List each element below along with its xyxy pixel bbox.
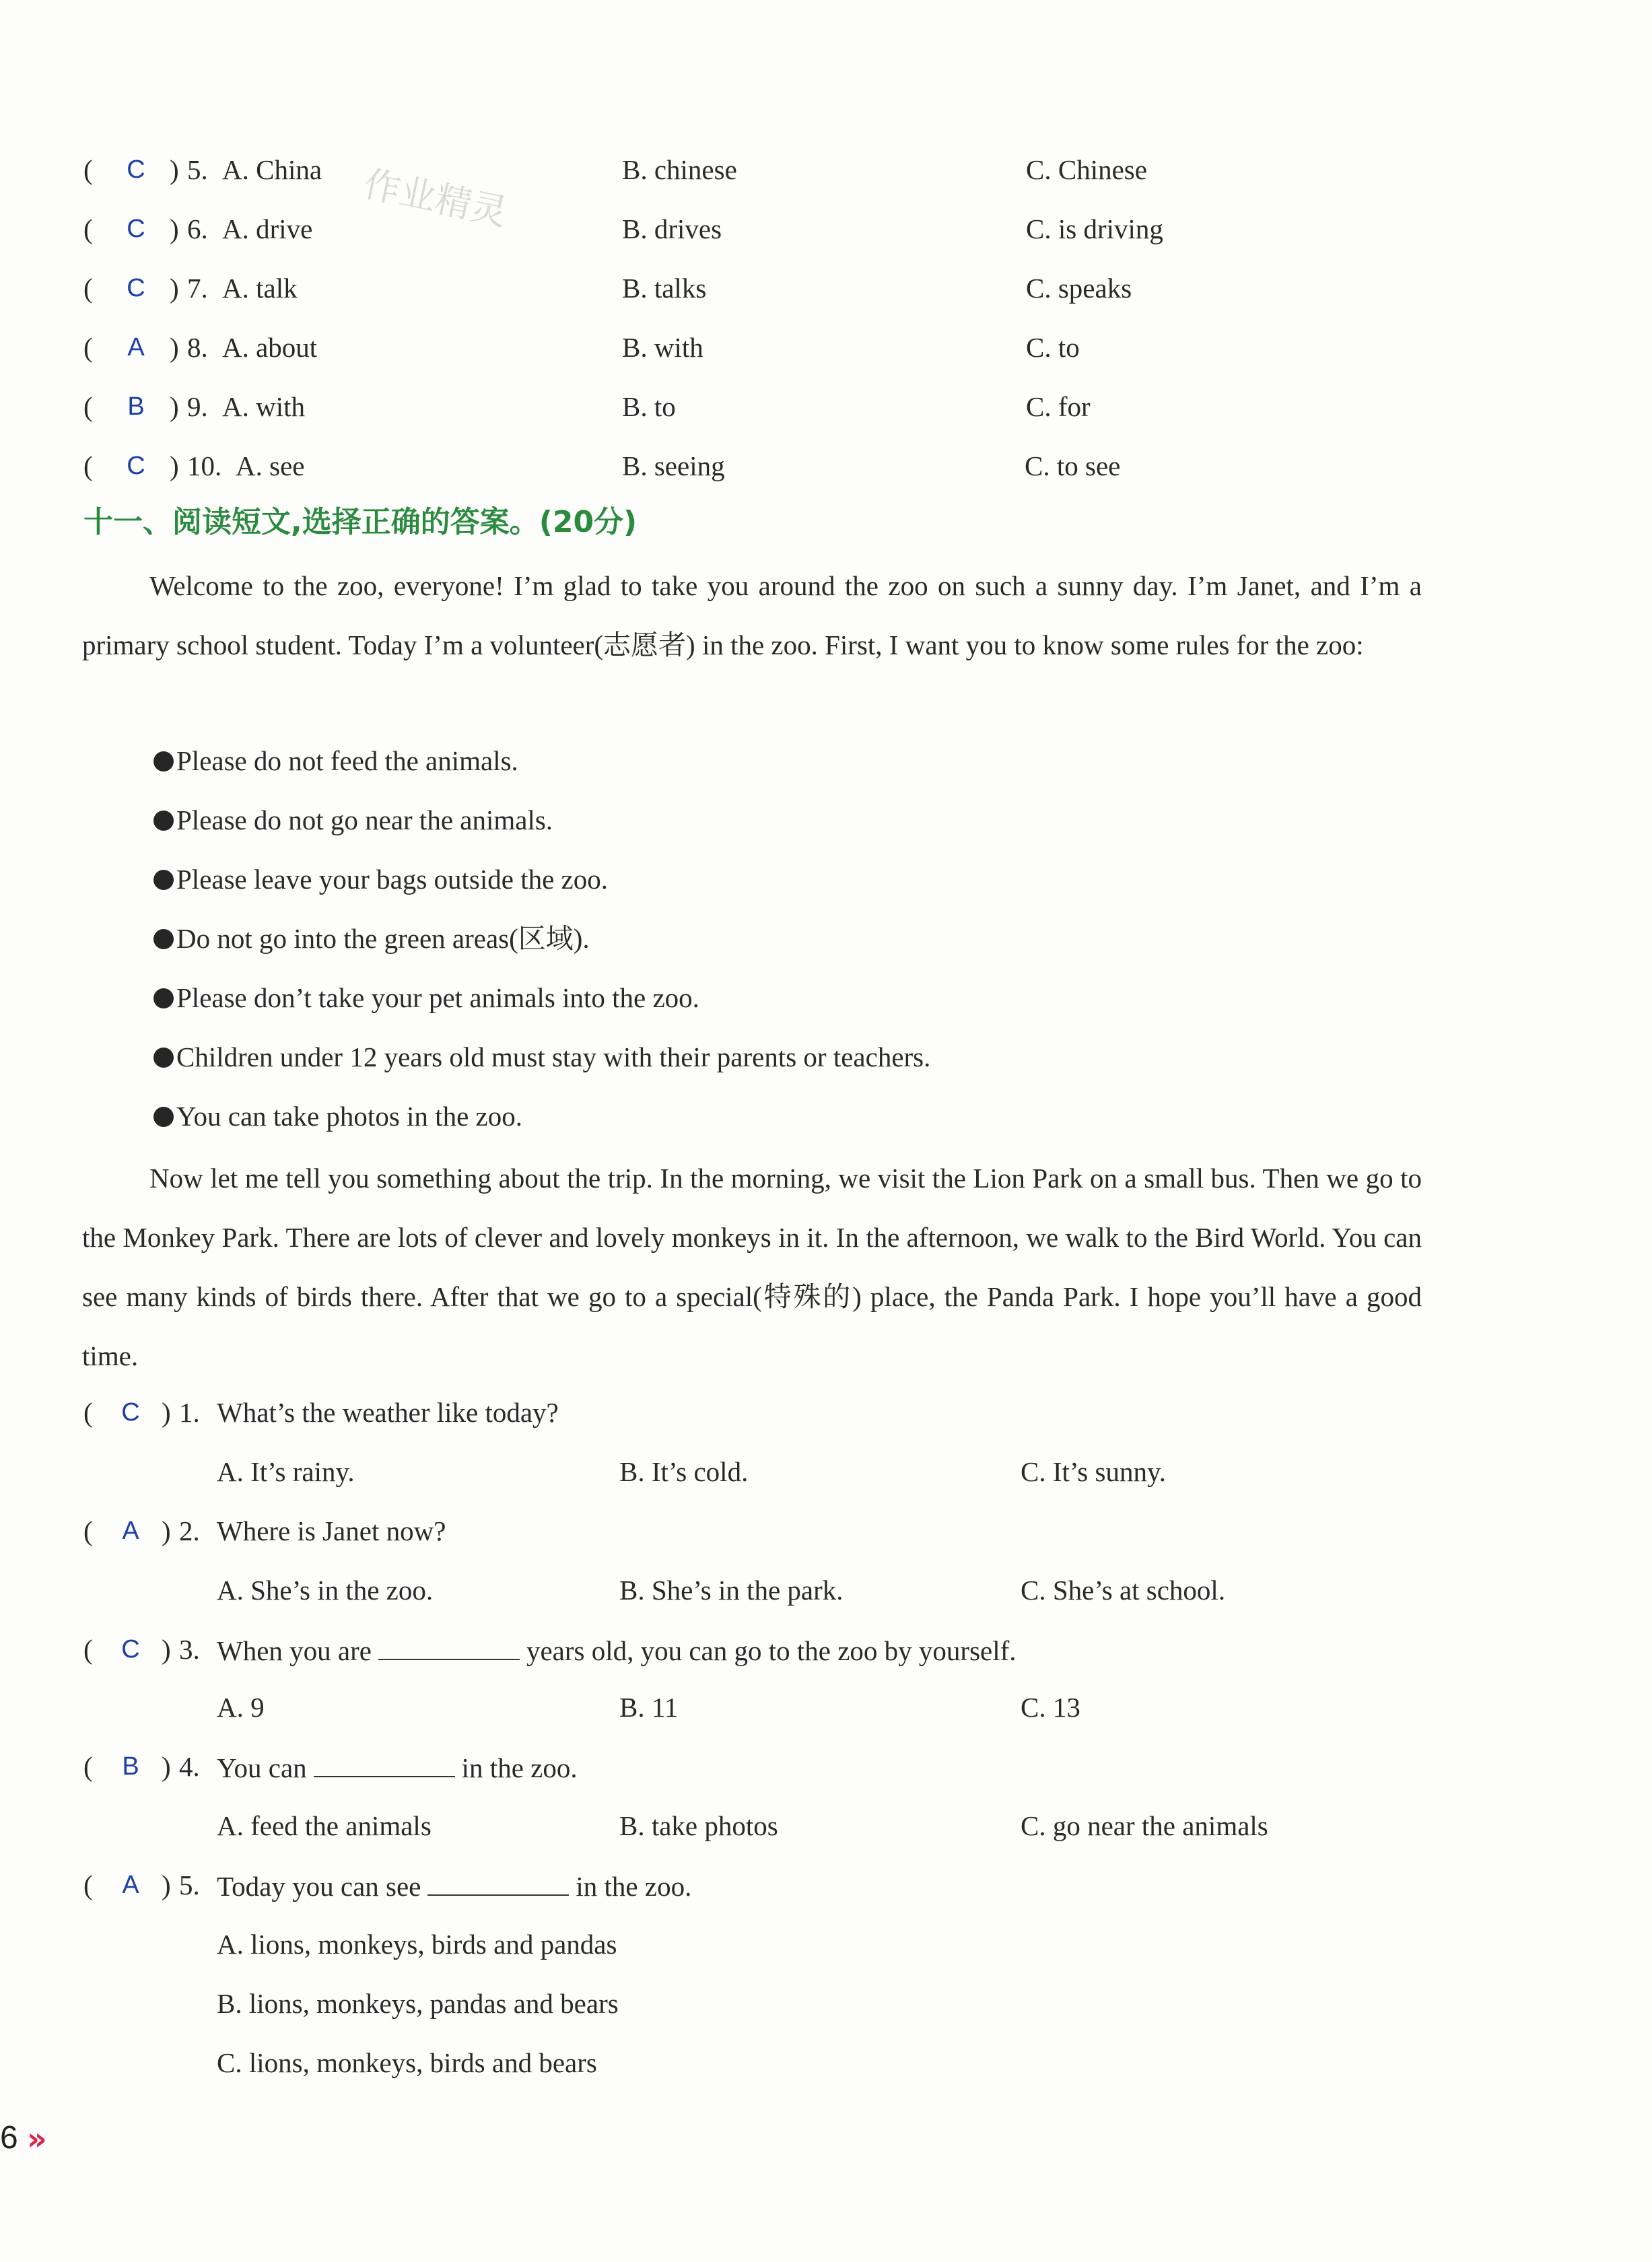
rule-line [153,741,518,781]
paren-open: ( [83,1515,93,1546]
answer-mark: C [127,274,145,302]
question-number: 3. [179,1634,200,1665]
option-c: C. speaks [1026,273,1132,304]
option-c: C. Chinese [1026,154,1147,185]
option-b: B. It’s cold. [619,1456,749,1487]
question-3 [0,1629,1652,1670]
answer-mark: C [127,156,145,184]
paren-open: ( [83,1751,93,1782]
cloze-row-5 [0,149,1652,190]
double-chevron-right-icon: » [27,2121,47,2157]
option-c: C. go near the animals [1021,1810,1268,1841]
rule-text: Please do not feed the animals. [176,745,518,776]
paren-open: ( [83,1634,93,1665]
paren-close: ) [162,1515,171,1546]
option-b: B. She’s in the park. [619,1575,844,1606]
cloze-row-6 [0,209,1652,249]
option-c: C. for [1026,391,1091,422]
question-5-option-c [0,2043,1652,2083]
option-a: A. 9 [217,1692,265,1723]
question-stem: What’s the weather like today? [217,1397,559,1428]
section-title-text: 十一、阅读短文,选择正确的答案。(20分) [83,505,638,539]
rule-line [153,800,553,840]
rule-line [153,1096,522,1136]
cloze-row-10 [0,446,1652,486]
stem-after-blank: in the zoo. [576,1871,692,1902]
paren-close: ) [162,1751,171,1782]
paren-open: ( [83,332,93,363]
paren-close: ) [170,154,179,185]
bullet-icon [153,1048,174,1068]
question-number: 8. [187,332,208,363]
stem-before-blank: You can [217,1752,307,1783]
question-4 [0,1746,1652,1787]
option-c: C. lions, monkeys, birds and bears [217,2047,597,2078]
cloze-row-7 [0,268,1652,308]
option-a: A. It’s rainy. [217,1456,355,1487]
paren-close: ) [170,273,179,304]
answer-mark: C [121,1635,140,1664]
paren-close: ) [162,1870,171,1900]
section-title [0,502,1652,543]
question-number: 2. [179,1515,200,1546]
bullet-icon [153,1107,174,1127]
rule-item [0,978,1652,1018]
option-a: A. drive [222,213,313,244]
question-5 [0,1865,1652,1905]
question-number: 5. [187,154,208,185]
option-b: B. lions, monkeys, pandas and bears [217,1988,619,2019]
question-5-option-b [0,1983,1652,2024]
paren-close: ) [162,1397,171,1428]
rule-text: Do not go into the green areas(区域). [176,923,590,954]
question-number: 9. [187,391,208,422]
cloze-row-8 [0,327,1652,368]
stem-before-blank: When you are [217,1635,372,1666]
option-b: B. to [622,391,676,422]
paren-close: ) [170,213,179,244]
answer-blank [427,1865,569,1896]
rule-text: Please leave your bags outside the zoo. [176,864,609,895]
option-b: B. take photos [619,1810,778,1841]
question-number: 10. [187,450,222,481]
bullet-icon [153,929,174,949]
rule-item [0,1096,1652,1136]
stem-after-blank: years old, you can go to the zoo by yourself. [526,1635,1017,1666]
answer-mark: A [122,1871,139,1899]
paren-close: ) [162,1634,171,1665]
option-a: A. with [222,391,305,422]
option-c: C. to see [1025,450,1121,481]
answer-mark: B [127,392,145,421]
bullet-icon [153,870,174,890]
bullet-icon [153,811,174,831]
question-number: 4. [179,1751,200,1782]
answer-mark: C [127,215,145,243]
answer-mark: A [122,1517,139,1545]
paren-open: ( [83,1397,93,1428]
question-2-options [0,1570,1652,1610]
option-c: C. It’s sunny. [1021,1456,1167,1487]
paren-open: ( [83,273,93,304]
paren-open: ( [83,213,93,244]
rule-text: Children under 12 years old must stay with their parents or teachers. [176,1041,931,1072]
option-a: A. see [236,450,305,481]
option-a: A. lions, monkeys, birds and pandas [217,1929,617,1960]
cloze-row-9 [0,386,1652,427]
stem-before-blank: Today you can see [217,1871,421,1902]
rule-item [0,1037,1652,1077]
bullet-icon [153,751,174,772]
paren-close: ) [170,332,179,363]
option-a: A. China [222,154,322,185]
paren-open: ( [83,450,93,481]
paren-close: ) [170,391,179,422]
paren-open: ( [83,154,93,185]
question-stem: Where is Janet now? [217,1515,446,1546]
option-a: A. She’s in the zoo. [217,1575,434,1606]
answer-mark: A [127,333,145,362]
question-1-options [0,1451,1652,1492]
answer-mark: B [122,1752,139,1781]
rule-item [0,800,1652,840]
rule-line [153,918,590,959]
option-b: B. seeing [622,450,725,481]
paren-open: ( [83,1870,93,1900]
option-b: B. with [622,332,703,363]
passage-paragraph-2: Now let me tell you something about the trip. In the morning, we visit the Lion Park on a small bus. Then we go to the Monkey Park. There are lots of clever and lovely monkeys in it. In the afternoon, we walk to the Bird World. You can see many kinds of birds there. After that we go to a special(特殊的) place, the Panda Park. I hope you’ll have a good time. [82,1163,1422,1371]
answer-mark: C [121,1398,140,1427]
page-number: 6 [0,2120,18,2156]
rule-text: You can take photos in the zoo. [176,1101,522,1132]
rule-item [0,741,1652,781]
question-number: 7. [187,273,208,304]
option-b: B. drives [622,213,722,244]
option-c: C. to [1026,332,1080,363]
watermark: 作业精灵 [359,162,512,234]
passage-paragraph-1: Welcome to the zoo, everyone! I’m glad to take you around the zoo on such a sunny day. I’m Janet, and I’m a primary school student. Today I’m a volunteer(志愿者) in the zoo. First, I want you to know some rules for the zoo: [82,570,1422,660]
question-number: 5. [179,1870,200,1900]
question-stem [217,1746,578,1788]
option-a: A. about [222,332,318,363]
question-stem [217,1629,1017,1671]
option-b: B. chinese [622,154,737,185]
option-b: B. 11 [619,1692,679,1723]
question-number: 1. [179,1397,200,1428]
option-c: C. 13 [1021,1692,1080,1723]
answer-blank [378,1629,520,1660]
paren-open: ( [83,391,93,422]
rule-item [0,859,1652,899]
rule-item [0,918,1652,959]
option-c: C. She’s at school. [1021,1575,1226,1606]
rule-text: Please don’t take your pet animals into the zoo. [176,982,699,1013]
option-a: A. talk [222,273,298,304]
question-5-option-a [0,1924,1652,1964]
bullet-icon [153,988,174,1008]
answer-blank [314,1746,455,1777]
paren-close: ) [170,450,179,481]
question-stem [217,1865,691,1907]
question-4-options [0,1806,1652,1846]
answer-mark: C [127,452,145,480]
option-b: B. talks [622,273,707,304]
question-2 [0,1511,1652,1551]
question-number: 6. [187,213,208,244]
rule-text: Please do not go near the animals. [176,804,553,835]
question-3-options [0,1687,1652,1727]
option-c: C. is driving [1026,213,1163,244]
rule-line [153,859,608,899]
stem-after-blank: in the zoo. [461,1752,578,1783]
rule-line [153,1037,930,1077]
question-1 [0,1392,1652,1433]
rule-line [153,978,699,1018]
option-a: A. feed the animals [217,1810,432,1841]
